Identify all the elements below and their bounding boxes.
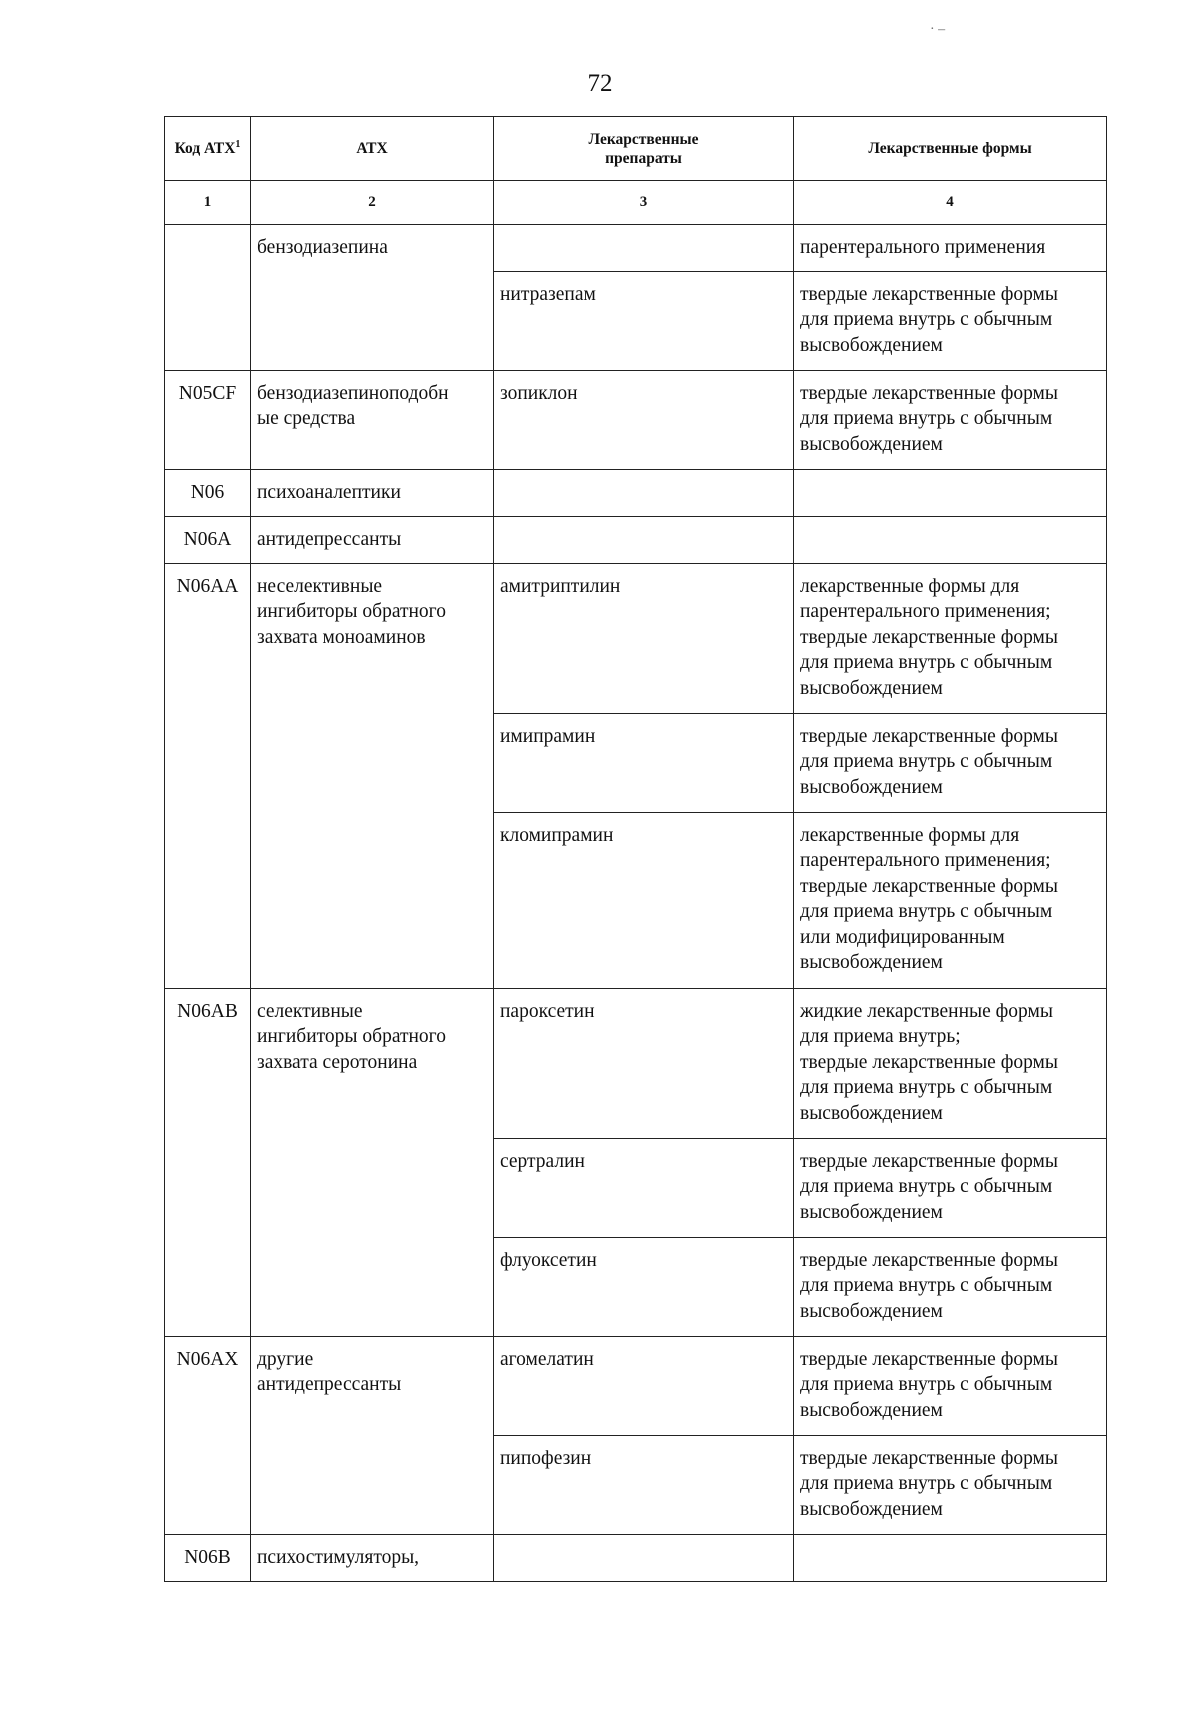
drug-cell: имипрамин: [494, 713, 794, 812]
form-cell: [794, 1534, 1107, 1581]
atc-code-cell: N06AX: [165, 1336, 251, 1534]
drug-cell: нитразепам: [494, 271, 794, 370]
header-code: Код АТХ$^1$: [165, 117, 251, 181]
form-cell: твердые лекарственные формы для приема внутрь с обычным высвобождением: [794, 370, 1107, 469]
header-drugs: Лекарственные препараты: [494, 117, 794, 181]
atc-code-cell: N05CF: [165, 370, 251, 469]
table-row: [165, 563, 1107, 713]
atc-name-cell: антидепрессанты: [251, 516, 494, 563]
header-forms: Лекарственные формы: [794, 117, 1107, 181]
table-row: [165, 988, 1107, 1138]
atc-code-cell: N06: [165, 469, 251, 516]
drug-cell: [494, 224, 794, 271]
form-cell: парентерального применения: [794, 224, 1107, 271]
table-row: [165, 516, 1107, 563]
drug-cell: зопиклон: [494, 370, 794, 469]
atc-code-cell: N06B: [165, 1534, 251, 1581]
form-cell: [794, 469, 1107, 516]
atc-name-cell: селективные ингибиторы обратного захвата серотонина: [251, 988, 494, 1336]
column-numbers-row: [165, 181, 1107, 225]
atc-code-cell: N06AB: [165, 988, 251, 1336]
drug-cell: кломипрамин: [494, 812, 794, 988]
column-number: 3: [494, 181, 794, 225]
form-cell: твердые лекарственные формы для приема внутрь с обычным высвобождением: [794, 1435, 1107, 1534]
atc-name-cell: психоаналептики: [251, 469, 494, 516]
column-number: 4: [794, 181, 1107, 225]
atc-code-cell: N06AA: [165, 563, 251, 988]
column-number: 2: [251, 181, 494, 225]
form-cell: твердые лекарственные формы для приема внутрь с обычным высвобождением: [794, 1336, 1107, 1435]
page-number: 72: [587, 70, 613, 97]
atc-name-cell: бензодиазепина: [251, 224, 494, 370]
form-cell: жидкие лекарственные формы для приема внутрь; твердые лекарственные формы для приема внутрь с обычным высвобождением: [794, 988, 1107, 1138]
scan-speck: · ‒: [930, 22, 946, 37]
table-row: [165, 224, 1107, 271]
form-cell: [794, 516, 1107, 563]
table-row: [165, 1336, 1107, 1435]
drug-cell: пипофезин: [494, 1435, 794, 1534]
header-atc: АТХ: [251, 117, 494, 181]
table-row: [165, 370, 1107, 469]
table-row: [165, 469, 1107, 516]
column-number: 1: [165, 181, 251, 225]
drug-cell: пароксетин: [494, 988, 794, 1138]
form-cell: твердые лекарственные формы для приема внутрь с обычным высвобождением: [794, 271, 1107, 370]
form-cell: лекарственные формы для парентерального применения; твердые лекарственные формы для приема внутрь с обычным высвобождением: [794, 563, 1107, 713]
drug-cell: [494, 1534, 794, 1581]
drug-cell: агомелатин: [494, 1336, 794, 1435]
form-cell: лекарственные формы для парентерального применения; твердые лекарственные формы для приема внутрь с обычным или модифицированным высвобождением: [794, 812, 1107, 988]
atc-name-cell: другие антидепрессанты: [251, 1336, 494, 1534]
drug-cell: амитриптилин: [494, 563, 794, 713]
drug-cell: флуоксетин: [494, 1237, 794, 1336]
form-cell: твердые лекарственные формы для приема внутрь с обычным высвобождением: [794, 1237, 1107, 1336]
table-row: [165, 1534, 1107, 1581]
drug-cell: сертралин: [494, 1138, 794, 1237]
drug-cell: [494, 469, 794, 516]
table-header-row: [165, 117, 1107, 181]
atc-name-cell: психостимуляторы,: [251, 1534, 494, 1581]
atc-name-cell: бензодиазепиноподобн ые средства: [251, 370, 494, 469]
atc-code-cell: N06A: [165, 516, 251, 563]
atc-drug-table: [164, 116, 1107, 1582]
atc-name-cell: неселективные ингибиторы обратного захвата моноаминов: [251, 563, 494, 988]
form-cell: твердые лекарственные формы для приема внутрь с обычным высвобождением: [794, 1138, 1107, 1237]
atc-code-cell: [165, 224, 251, 370]
drug-cell: [494, 516, 794, 563]
form-cell: твердые лекарственные формы для приема внутрь с обычным высвобождением: [794, 713, 1107, 812]
